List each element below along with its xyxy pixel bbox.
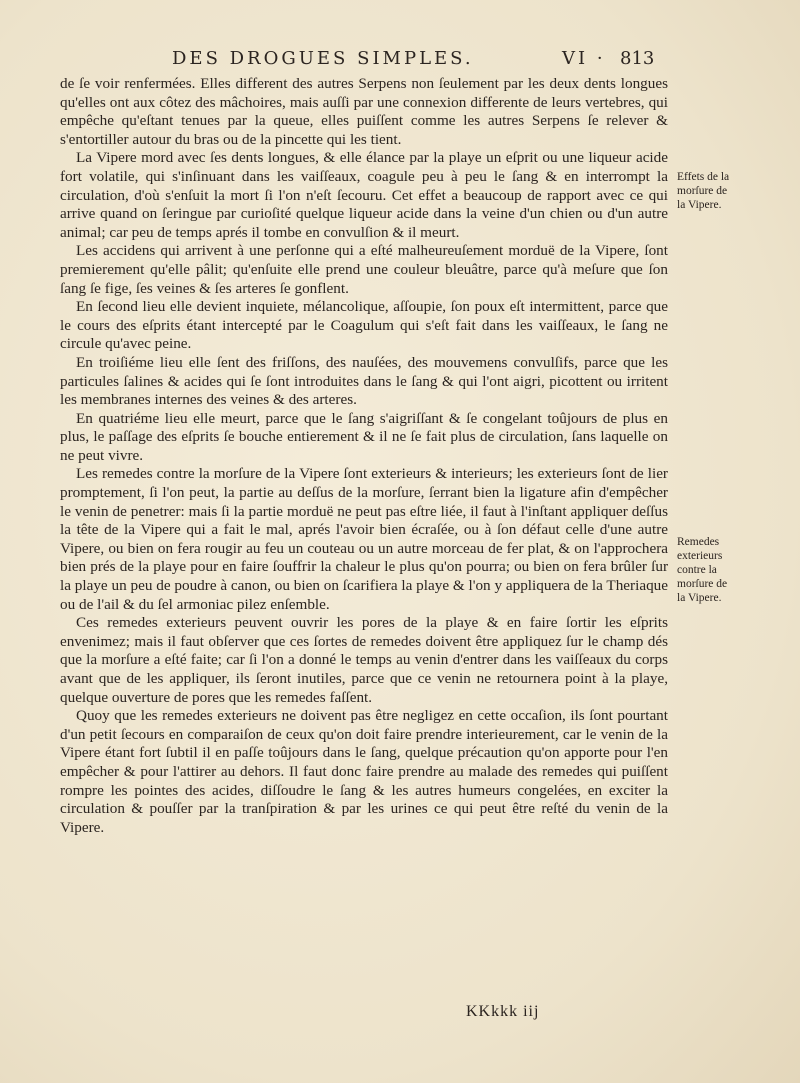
- page-number: 813: [620, 48, 655, 69]
- running-header: [120, 48, 720, 74]
- body-text: [60, 75, 668, 837]
- paragraph: En ſecond lieu elle devient inquiete, mélancolique, aſſoupie, ſon poux eſt intermittent, parce que le cours des eſprits étant intercepté par le Coagulum qui s'eſt fait dans les vaiſſeaux, le ſang ne circule qu'avec peine.: [60, 298, 668, 353]
- margin-note-remedies: Remedes exterieurs contre la morſure de la Vipere.: [677, 536, 728, 604]
- paragraph: Les accidens qui arrivent à une perſonne qui a eſté malheureuſement morduë de la Vipere, ſont premierement qu'elle pâlit; qu'enſuite elle prend une couleur bleuâtre, parce qu'à meſure que ſon ſang ſe fige, ſes veines & ſes arteres ſe gonflent.: [60, 242, 668, 297]
- section-number: VI ·: [562, 48, 606, 69]
- running-title: DES DROGUES SIMPLES.: [172, 48, 474, 69]
- paragraph: La Vipere mord avec ſes dents longues, & elle élance par la playe un eſprit ou une liqueur acide fort volatile, qui s'inſinuant dans les vaiſſeaux, coagule peu à peu le ſang & en interrompt la circulation, d'où s'enſuit la mort ſi l'on n'eſt ſecouru. Cet effet a beaucoup de rapport avec ce qui arrive quand on ſeringue par curioſité quelque liqueur acide dans la veine d'un chien ou d'un autre animal; car peu de temps aprés il tombe en convulſion & il meurt.: [60, 149, 668, 241]
- paragraph: Ces remedes exterieurs peuvent ouvrir les pores de la playe & en faire ſortir les eſprits envenimez; mais il faut obſerver que ces ſortes de remedes doivent être appliquez ſur le champ dés que la morſure a eſté faite; car ſi l'on a donné le temps au venin d'entrer dans les vaiſſeaux du corps avant que de les appliquer, ils ſeront inutiles, parce que ce venin ne retournera point à la playe, quelque ouverture de pores que les remedes faſſent.: [60, 614, 668, 706]
- paragraph: En quatriéme lieu elle meurt, parce que le ſang s'aigriſſant & ſe congelant toûjours de plus en plus, le paſſage des eſprits ſe bouche entierement & il ne ſe fait plus de circulation, ſans laquelle on ne peut vivre.: [60, 409, 668, 464]
- paragraph: Quoy que les remedes exterieurs ne doivent pas être negligez en cette occaſion, ils ſont pourtant d'un petit ſecours en comparaiſon de ceux qu'on doit faire prendre interieurement, car le venin de la Vipere étant fort ſubtil il en paſſe toûjours dans le ſang, quelque précaution qu'on apporte pour l'en empêcher & pour l'attirer au dehors. Il faut donc faire prendre au malade des remedes qui puiſſent rompre les pointes des acides, diſſoudre le ſang & les autres humeurs congelées, en exciter la circulation & pouſſer par la tranſpiration & par les urines ce qui peut être reſté du venin de la Vipere.: [60, 707, 668, 836]
- signature-mark: KKkkk iij: [466, 1003, 540, 1020]
- paragraph: Les remedes contre la morſure de la Vipere ſont exterieurs & interieurs; les exterieurs ſont de lier promptement, ſi l'on peut, la partie au deſſus de la morſure, ſerrant bien la ligature afin d'empêcher le venin de penetrer: mais ſi la partie morduë ne peut pas eſtre liée, il faut à l'inſtant appliquer deſſus la tête de la Vipere qui a fait le mal, aprés l'avoir bien écraſée, ou à ſon défaut celle d'une autre Vipere, ou bien on fera rougir au feu un couteau ou un autre morceau de fer plat, & on l'approchera bien prés de la playe pour en faire ſouffrir la chaleur le plus qu'on pourra; ou bien on fera brûler ſur la playe un peu de poudre à canon, ou bien on ſcarifiera la playe & l'on y appliquera de la Theriaque ou de l'ail & du ſel armoniac pilez enſemble.: [60, 465, 668, 613]
- margin-note-effects: Effets de la morſure de la Vipere.: [677, 171, 730, 211]
- paragraph: de ſe voir renfermées. Elles different des autres Serpens non ſeulement par les deux dents longues qu'elles ont aux côtez des mâchoires, mais auſſi par une connexion differente de leurs vertebres, qui empêche qu'eſtant tenues par la queue, elles puiſſent comme les autres Serpens ſe relever & s'entortiller autour du bras ou de la pincette qui les tient.: [60, 75, 668, 148]
- paragraph: En troiſiéme lieu elle ſent des friſſons, des nauſées, des mouvemens convulſifs, parce que les particules ſalines & acides qui ſe ſont introduites dans le ſang & qui l'ont aigri, picottent ou irritent les membranes internes des veines & des arteres.: [60, 353, 668, 409]
